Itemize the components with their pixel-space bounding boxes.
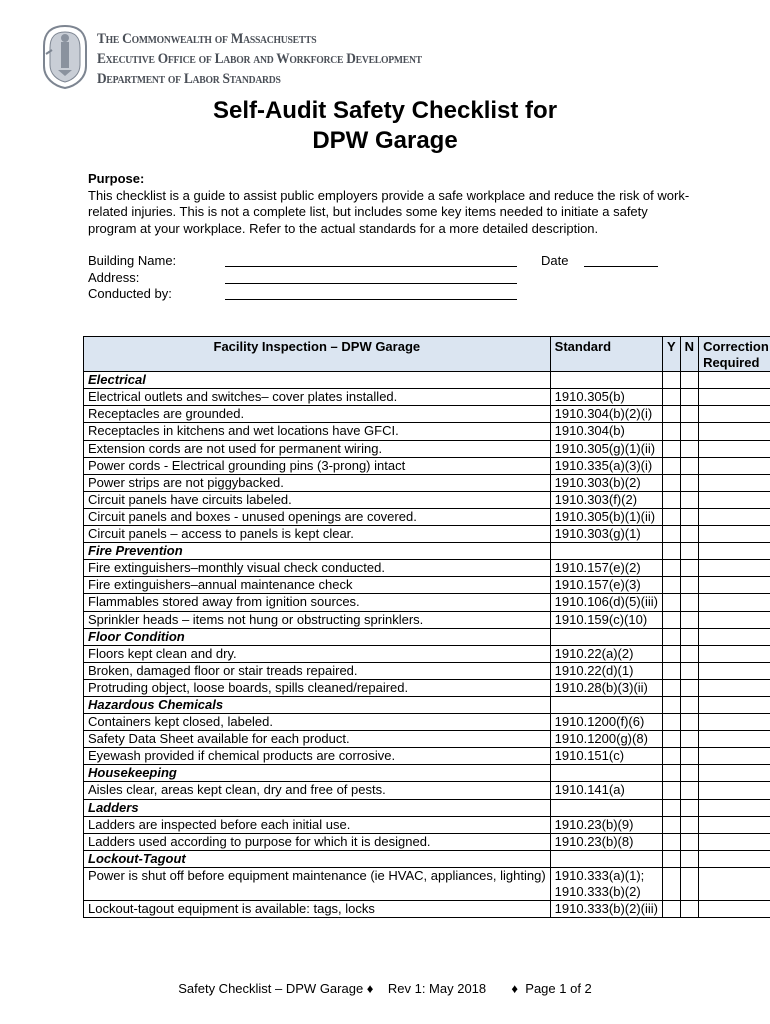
empty-cell (550, 850, 662, 867)
table-row (84, 679, 770, 696)
correction-cell[interactable] (699, 594, 770, 611)
y-checkbox-cell[interactable] (663, 389, 681, 406)
item-standard: 1910.303(b)(2) (550, 474, 662, 491)
empty-cell (550, 543, 662, 560)
item-description: Fire extinguishers–monthly visual check conducted. (84, 560, 551, 577)
massachusetts-seal-icon (40, 24, 90, 90)
table-row (84, 816, 770, 833)
table-row (84, 611, 770, 628)
item-description: Eyewash provided if chemical products are corrosive. (84, 748, 551, 765)
item-standard: 1910.303(g)(1) (550, 526, 662, 543)
empty-cell (699, 628, 770, 645)
y-checkbox-cell[interactable] (663, 714, 681, 731)
document-subtitle: DPW Garage (312, 127, 458, 154)
empty-cell (680, 765, 698, 782)
item-description: Circuit panels have circuits labeled. (84, 491, 551, 508)
purpose-section (88, 171, 698, 237)
item-standard: 1910.106(d)(5)(iii) (550, 594, 662, 611)
agency-line: The Commonwealth of Massachusetts (97, 30, 317, 47)
correction-cell[interactable] (699, 474, 770, 491)
section-heading: Floor Condition (84, 628, 551, 645)
item-description: Aisles clear, areas kept clean, dry and free of pests. (84, 782, 551, 799)
correction-cell[interactable] (699, 611, 770, 628)
table-row (84, 560, 770, 577)
y-checkbox-cell[interactable] (663, 457, 681, 474)
correction-cell[interactable] (699, 782, 770, 799)
correction-cell[interactable] (699, 560, 770, 577)
y-checkbox-cell[interactable] (663, 867, 681, 900)
n-checkbox-cell[interactable] (680, 833, 698, 850)
n-checkbox-cell[interactable] (680, 406, 698, 423)
n-checkbox-cell[interactable] (680, 440, 698, 457)
item-standard: 1910.159(c)(10) (550, 611, 662, 628)
correction-cell[interactable] (699, 389, 770, 406)
date-label: Date (541, 253, 569, 268)
correction-cell[interactable] (699, 662, 770, 679)
empty-cell (663, 850, 681, 867)
item-description: Power cords - Electrical grounding pins (3-prong) intact (84, 457, 551, 474)
conducted-input-line[interactable] (225, 299, 517, 300)
item-standard: 1910.333(a)(1); 1910.333(b)(2) (550, 867, 662, 900)
table-row (84, 526, 770, 543)
empty-cell (680, 696, 698, 713)
header-correction: Correction Required (699, 337, 770, 372)
item-standard: 1910.305(b) (550, 389, 662, 406)
item-description: Broken, damaged floor or stair treads repaired. (84, 662, 551, 679)
n-checkbox-cell[interactable] (680, 594, 698, 611)
y-checkbox-cell[interactable] (663, 662, 681, 679)
n-checkbox-cell[interactable] (680, 816, 698, 833)
correction-cell[interactable] (699, 867, 770, 900)
empty-cell (680, 543, 698, 560)
n-checkbox-cell[interactable] (680, 645, 698, 662)
table-row (84, 594, 770, 611)
item-description: Power strips are not piggybacked. (84, 474, 551, 491)
empty-cell (550, 765, 662, 782)
correction-cell[interactable] (699, 833, 770, 850)
table-row (84, 867, 770, 900)
n-checkbox-cell[interactable] (680, 560, 698, 577)
y-checkbox-cell[interactable] (663, 440, 681, 457)
item-description: Safety Data Sheet available for each product. (84, 731, 551, 748)
correction-cell[interactable] (699, 679, 770, 696)
section-heading: Lockout-Tagout (84, 850, 551, 867)
y-checkbox-cell[interactable] (663, 816, 681, 833)
page-footer: Safety Checklist – DPW Garage ♦ Rev 1: May 2018 ♦ Page 1 of 2 (178, 981, 592, 996)
item-description: Circuit panels – access to panels is kept clear. (84, 526, 551, 543)
correction-cell[interactable] (699, 577, 770, 594)
table-row (84, 731, 770, 748)
item-standard: 1910.141(a) (550, 782, 662, 799)
y-checkbox-cell[interactable] (663, 645, 681, 662)
n-checkbox-cell[interactable] (680, 474, 698, 491)
y-checkbox-cell[interactable] (663, 560, 681, 577)
item-standard: 1910.1200(f)(6) (550, 714, 662, 731)
item-standard: 1910.28(b)(3)(ii) (550, 679, 662, 696)
section-heading: Electrical (84, 372, 551, 389)
building-input-line[interactable] (225, 266, 517, 267)
address-label: Address: (88, 269, 140, 285)
y-checkbox-cell[interactable] (663, 594, 681, 611)
item-description: Fire extinguishers–annual maintenance check (84, 577, 551, 594)
empty-cell (680, 799, 698, 816)
item-description: Lockout-tagout equipment is available: tags, locks (84, 901, 551, 918)
empty-cell (663, 628, 681, 645)
empty-cell (699, 696, 770, 713)
agency-line: Executive Office of Labor and Workforce Development (97, 50, 422, 67)
building-label: Building Name: (88, 253, 177, 268)
empty-cell (680, 628, 698, 645)
correction-cell[interactable] (699, 748, 770, 765)
correction-cell[interactable] (699, 901, 770, 918)
empty-cell (663, 799, 681, 816)
empty-cell (699, 799, 770, 816)
purpose-heading: Purpose: (88, 171, 145, 186)
item-standard: 1910.23(b)(9) (550, 816, 662, 833)
item-standard: 1910.305(g)(1)(ii) (550, 440, 662, 457)
table-row (84, 782, 770, 799)
item-standard: 1910.157(e)(3) (550, 577, 662, 594)
table-row (84, 389, 770, 406)
y-checkbox-cell[interactable] (663, 526, 681, 543)
item-description: Power is shut off before equipment maintenance (ie HVAC, appliances, lighting) (84, 867, 551, 900)
checklist-body (84, 372, 770, 918)
empty-cell (550, 696, 662, 713)
table-row (84, 457, 770, 474)
empty-cell (663, 696, 681, 713)
item-standard: 1910.151(c) (550, 748, 662, 765)
table-row (84, 508, 770, 525)
item-description: Receptacles in kitchens and wet locations have GFCI. (84, 423, 551, 440)
n-checkbox-cell[interactable] (680, 782, 698, 799)
table-row (84, 748, 770, 765)
date-input-line[interactable] (584, 266, 658, 267)
section-row (84, 543, 770, 560)
table-row (84, 901, 770, 918)
table-row (84, 714, 770, 731)
header-n: N (680, 337, 698, 372)
item-standard: 1910.305(b)(1)(ii) (550, 508, 662, 525)
empty-cell (663, 765, 681, 782)
section-heading: Housekeeping (84, 765, 551, 782)
empty-cell (699, 765, 770, 782)
item-standard: 1910.304(b) (550, 423, 662, 440)
table-row (84, 577, 770, 594)
empty-cell (550, 372, 662, 389)
item-description: Containers kept closed, labeled. (84, 714, 551, 731)
n-checkbox-cell[interactable] (680, 577, 698, 594)
section-row (84, 799, 770, 816)
empty-cell (699, 372, 770, 389)
n-checkbox-cell[interactable] (680, 457, 698, 474)
item-standard: 1910.23(b)(8) (550, 833, 662, 850)
table-row (84, 662, 770, 679)
conducted-label: Conducted by: (88, 286, 172, 301)
agency-line: Department of Labor Standards (97, 70, 281, 87)
agency-name-block (97, 29, 466, 89)
item-standard: 1910.22(a)(2) (550, 645, 662, 662)
n-checkbox-cell[interactable] (680, 748, 698, 765)
section-heading: Ladders (84, 799, 551, 816)
item-standard: 1910.303(f)(2) (550, 491, 662, 508)
header-facility: Facility Inspection – DPW Garage (84, 337, 551, 372)
item-standard: 1910.335(a)(3)(i) (550, 457, 662, 474)
item-standard: 1910.157(e)(2) (550, 560, 662, 577)
correction-cell[interactable] (699, 816, 770, 833)
empty-cell (550, 799, 662, 816)
section-heading: Fire Prevention (84, 543, 551, 560)
item-description: Sprinkler heads – items not hung or obstructing sprinklers. (84, 611, 551, 628)
table-row (84, 474, 770, 491)
table-header-row (84, 337, 770, 372)
y-checkbox-cell[interactable] (663, 423, 681, 440)
section-row (84, 372, 770, 389)
document-title: Self-Audit Safety Checklist for (212, 97, 558, 124)
empty-cell (663, 543, 681, 560)
correction-cell[interactable] (699, 406, 770, 423)
y-checkbox-cell[interactable] (663, 474, 681, 491)
item-standard: 1910.304(b)(2)(i) (550, 406, 662, 423)
item-standard: 1910.22(d)(1) (550, 662, 662, 679)
item-description: Floors kept clean and dry. (84, 645, 551, 662)
empty-cell (699, 543, 770, 560)
correction-cell[interactable] (699, 526, 770, 543)
section-row (84, 850, 770, 867)
table-row (84, 406, 770, 423)
correction-cell[interactable] (699, 731, 770, 748)
header-standard: Standard (550, 337, 662, 372)
n-checkbox-cell[interactable] (680, 679, 698, 696)
empty-cell (663, 372, 681, 389)
section-row (84, 696, 770, 713)
purpose-text: This checklist is a guide to assist public employers provide a safe workplace and reduce the risk of work-related injuries. This is not a complete list, but includes some key items needed to initiate a safety program at your workplace. Refer to the actual standards for a more detailed description. (88, 187, 690, 236)
n-checkbox-cell[interactable] (680, 731, 698, 748)
table-row (84, 440, 770, 457)
n-checkbox-cell[interactable] (680, 611, 698, 628)
correction-cell[interactable] (699, 457, 770, 474)
y-checkbox-cell[interactable] (663, 611, 681, 628)
item-description: Ladders are inspected before each initial use. (84, 816, 551, 833)
y-checkbox-cell[interactable] (663, 406, 681, 423)
y-checkbox-cell[interactable] (663, 833, 681, 850)
n-checkbox-cell[interactable] (680, 491, 698, 508)
item-description: Protruding object, loose boards, spills cleaned/repaired. (84, 679, 551, 696)
n-checkbox-cell[interactable] (680, 714, 698, 731)
section-heading: Hazardous Chemicals (84, 696, 551, 713)
table-row (84, 491, 770, 508)
y-checkbox-cell[interactable] (663, 782, 681, 799)
empty-cell (550, 628, 662, 645)
header-y: Y (663, 337, 681, 372)
n-checkbox-cell[interactable] (680, 867, 698, 900)
item-description: Electrical outlets and switches– cover plates installed. (84, 389, 551, 406)
section-row (84, 628, 770, 645)
item-description: Flammables stored away from ignition sources. (84, 594, 551, 611)
y-checkbox-cell[interactable] (663, 577, 681, 594)
item-standard: 1910.1200(g)(8) (550, 731, 662, 748)
n-checkbox-cell[interactable] (680, 662, 698, 679)
y-checkbox-cell[interactable] (663, 508, 681, 525)
item-description: Ladders used according to purpose for which it is designed. (84, 833, 551, 850)
empty-cell (680, 850, 698, 867)
item-description: Circuit panels and boxes - unused openings are covered. (84, 508, 551, 525)
checklist-table (83, 336, 770, 918)
n-checkbox-cell[interactable] (680, 389, 698, 406)
correction-cell[interactable] (699, 508, 770, 525)
y-checkbox-cell[interactable] (663, 679, 681, 696)
y-checkbox-cell[interactable] (663, 901, 681, 918)
empty-cell (699, 850, 770, 867)
address-input-line[interactable] (225, 283, 517, 284)
empty-cell (680, 372, 698, 389)
table-row (84, 645, 770, 662)
n-checkbox-cell[interactable] (680, 901, 698, 918)
correction-cell[interactable] (699, 491, 770, 508)
table-row (84, 833, 770, 850)
item-description: Extension cords are not used for permanent wiring. (84, 440, 551, 457)
item-description: Receptacles are grounded. (84, 406, 551, 423)
table-row (84, 423, 770, 440)
section-row (84, 765, 770, 782)
item-standard: 1910.333(b)(2)(iii) (550, 901, 662, 918)
y-checkbox-cell[interactable] (663, 748, 681, 765)
correction-cell[interactable] (699, 440, 770, 457)
y-checkbox-cell[interactable] (663, 491, 681, 508)
n-checkbox-cell[interactable] (680, 508, 698, 525)
correction-cell[interactable] (699, 714, 770, 731)
correction-cell[interactable] (699, 645, 770, 662)
y-checkbox-cell[interactable] (663, 731, 681, 748)
n-checkbox-cell[interactable] (680, 423, 698, 440)
n-checkbox-cell[interactable] (680, 526, 698, 543)
correction-cell[interactable] (699, 423, 770, 440)
